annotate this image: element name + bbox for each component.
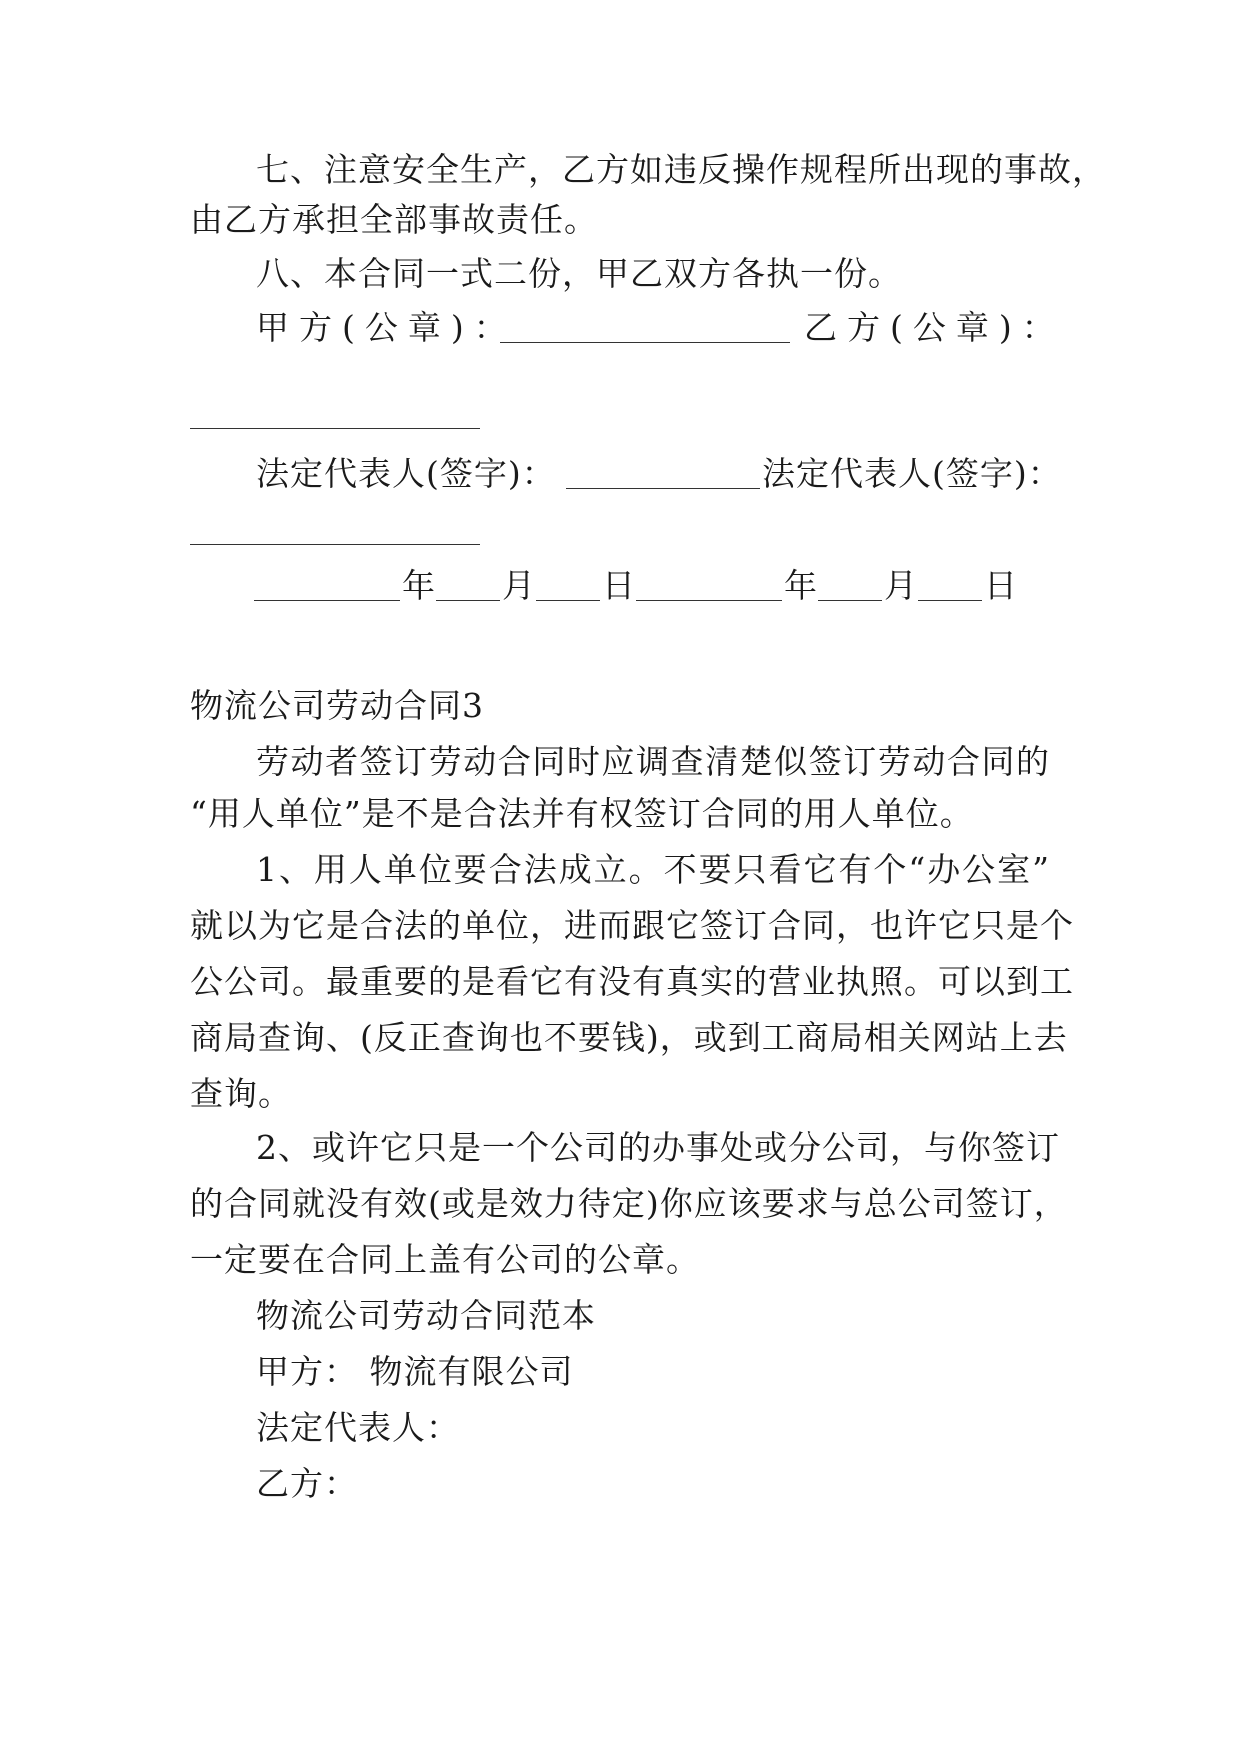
party-b-seal-blank: [190, 428, 480, 429]
item1-line5: 查询。: [190, 1074, 292, 1113]
month-a-label: 月: [502, 566, 536, 605]
item2-line3: 一定要在合同上盖有公司的公章。: [190, 1240, 700, 1279]
item1-line2: 就以为它是合法的单位，进而跟它签订合同，也许它只是个: [190, 906, 1074, 945]
clause8: 八、本合同一式二份，甲乙双方各执一份。: [256, 254, 902, 293]
year-b-blank: [636, 600, 782, 601]
year-a-blank: [254, 600, 400, 601]
section3-intro-line2: “用人单位”是不是合法并有权签订合同的用人单位。: [190, 794, 974, 833]
month-b-label: 月: [884, 566, 918, 605]
month-b-blank: [818, 600, 882, 601]
rep-b-label: 法定代表人(签字)：: [762, 454, 1062, 493]
rep-b-blank: [190, 544, 480, 545]
item1-line3: 公公司。最重要的是看它有没有真实的营业执照。可以到工: [190, 962, 1074, 1001]
section3-intro-line1: 劳动者签订劳动合同时应调查清楚似签订劳动合同的: [256, 742, 1050, 781]
clause7-line2: 由乙方承担全部事故责任。: [190, 200, 598, 239]
year-a-label: 年: [402, 566, 436, 605]
day-a-blank: [536, 600, 600, 601]
template-legal-rep: 法定代表人：: [256, 1408, 460, 1447]
item1-line1: 1、用人单位要合法成立。不要只看它有个“办公室”: [256, 850, 1050, 889]
party-b-seal-label: 乙方(公章)：: [804, 308, 1065, 347]
party-a-seal-label: 甲方(公章)：: [256, 308, 517, 347]
day-b-label: 日: [984, 566, 1018, 605]
rep-a-blank: [566, 488, 760, 489]
template-title: 物流公司劳动合同范本: [256, 1296, 596, 1335]
item2-line2: 的合同就没有效(或是效力待定)你应该要求与总公司签订，: [190, 1184, 1068, 1223]
item2-line1: 2、或许它只是一个公司的办事处或分公司，与你签订: [256, 1128, 1060, 1167]
year-b-label: 年: [784, 566, 818, 605]
template-party-a: 甲方： 物流有限公司: [256, 1352, 574, 1391]
template-party-b: 乙方：: [256, 1464, 358, 1503]
party-a-seal-blank: [500, 342, 790, 343]
day-b-blank: [918, 600, 982, 601]
month-a-blank: [436, 600, 500, 601]
day-a-label: 日: [602, 566, 636, 605]
rep-a-label: 法定代表人(签字)：: [256, 454, 556, 493]
clause7-line1: 七、注意安全生产，乙方如违反操作规程所出现的事故，: [256, 150, 1106, 189]
section3-title: 物流公司劳动合同3: [190, 686, 484, 725]
item1-line4: 商局查询、(反正查询也不要钱)，或到工商局相关网站上去: [190, 1018, 1068, 1057]
